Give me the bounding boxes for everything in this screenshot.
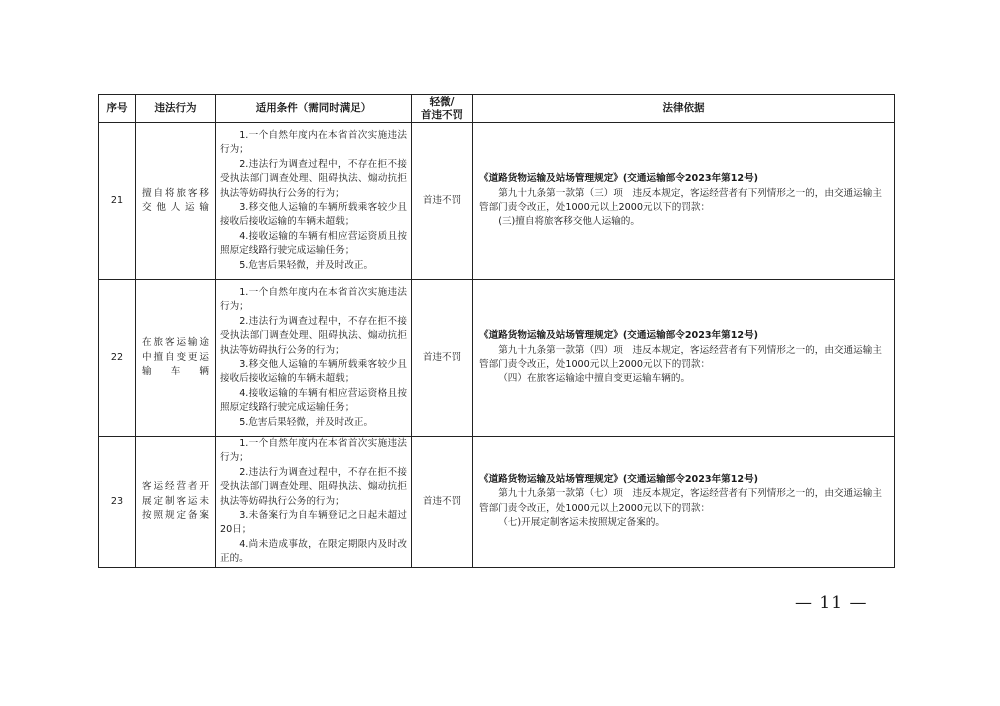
row-violation: 客运经营者开展定制客运未按照规定备案 [136, 437, 216, 568]
row-violation: 在旅客运输途中擅自变更运输车辆 [136, 280, 216, 437]
condition-item: 3.移交他人运输的车辆所载乘客较少且接收后接收运输的车辆未超载； [220, 359, 407, 385]
header-legal-basis: 法律依据 [473, 95, 895, 123]
table-row [99, 280, 895, 437]
condition-item: 2.违法行为调查过程中，不存在拒不接受执法部门调查处理、阻碍执法、煽动抗拒执法等妨碍执行公务的行为； [220, 466, 407, 507]
row-type: 首违不罚 [412, 280, 473, 437]
header-type-line2: 首违不罚 [421, 108, 463, 121]
row-type: 首违不罚 [412, 437, 473, 568]
row-legal-basis [473, 280, 895, 437]
condition-item: 1.一个自然年度内在本省首次实施违法行为； [220, 129, 407, 156]
condition-item: 5.危害后果轻微，并及时改正。 [239, 416, 374, 428]
condition-item: 4.接收运输的车辆有相应营运资格且按照原定线路行驶完成运输任务； [220, 387, 407, 414]
law-item: （七)开展定制客运未按照规定备案的。 [498, 517, 666, 529]
header-type-line1: 轻微/ [429, 95, 455, 108]
condition-item: 1.一个自然年度内在本省首次实施违法行为； [220, 438, 407, 464]
header-violation: 违法行为 [136, 95, 216, 123]
header-type [412, 95, 473, 123]
row-type: 首违不罚 [412, 123, 473, 280]
row-legal-basis [473, 437, 895, 568]
header-seq: 序号 [99, 95, 136, 123]
condition-item: 1.一个自然年度内在本省首次实施违法行为； [220, 286, 407, 313]
condition-item: 3.移交他人运输的车辆所载乘客较少且接收后接收运输的车辆未超载； [220, 202, 407, 228]
law-title: 《道路货物运输及站场管理规定》(交通运输部令2023年第12号) [479, 330, 759, 342]
table-row [99, 437, 895, 568]
condition-item: 2.违法行为调查过程中，不存在拒不接受执法部门调查处理、阻碍执法、煽动抗拒执法等妨碍执行公务的行为； [220, 158, 407, 199]
row-seq: 23 [99, 437, 136, 568]
row-legal-basis [473, 123, 895, 280]
law-item: (三)擅自将旅客移交他人运输的。 [498, 216, 640, 228]
law-text: 第九十九条第一款第（三）项 违反本规定，客运经营者有下列情形之一的，由交通运输主管部门责令改正，处1000元以上2000元以下的罚款： [479, 187, 882, 213]
row-conditions [216, 280, 412, 437]
table-row [99, 123, 895, 280]
law-item: （四）在旅客运输途中擅自变更运输车辆的。 [498, 373, 691, 385]
row-conditions [216, 123, 412, 280]
law-title: 《道路货物运输及站场管理规定》(交通运输部令2023年第12号) [479, 474, 759, 486]
row-violation: 擅自将旅客移交他人运输 [136, 123, 216, 280]
law-title: 《道路货物运输及站场管理规定》(交通运输部令2023年第12号) [479, 173, 759, 185]
row-conditions [216, 437, 412, 568]
condition-item: 4.尚未造成事故，在限定期限内及时改正的。 [220, 538, 407, 565]
table-header-row [99, 95, 895, 123]
law-text: 第九十九条第一款第（七）项 违反本规定，客运经营者有下列情形之一的，由交通运输主管部门责令改正，处1000元以上2000元以下的罚款： [479, 488, 882, 514]
condition-item: 3.未备案行为自车辆登记之日起未超过20日； [220, 510, 407, 536]
header-conditions: 适用条件（需同时满足） [216, 95, 412, 123]
row-seq: 21 [99, 123, 136, 280]
page-number: — 11 — [795, 593, 868, 613]
regulation-table [98, 94, 895, 568]
condition-item: 2.违法行为调查过程中，不存在拒不接受执法部门调查处理、阻碍执法、煽动抗拒执法等妨碍执行公务的行为； [220, 315, 407, 356]
row-seq: 22 [99, 280, 136, 437]
law-text: 第九十九条第一款第（四）项 违反本规定，客运经营者有下列情形之一的，由交通运输主管部门责令改正，处1000元以上2000元以下的罚款： [479, 344, 882, 370]
condition-item: 4.接收运输的车辆有相应营运资质且按照原定线路行驶完成运输任务； [220, 230, 407, 257]
condition-item: 5.危害后果轻微，并及时改正。 [239, 259, 374, 271]
